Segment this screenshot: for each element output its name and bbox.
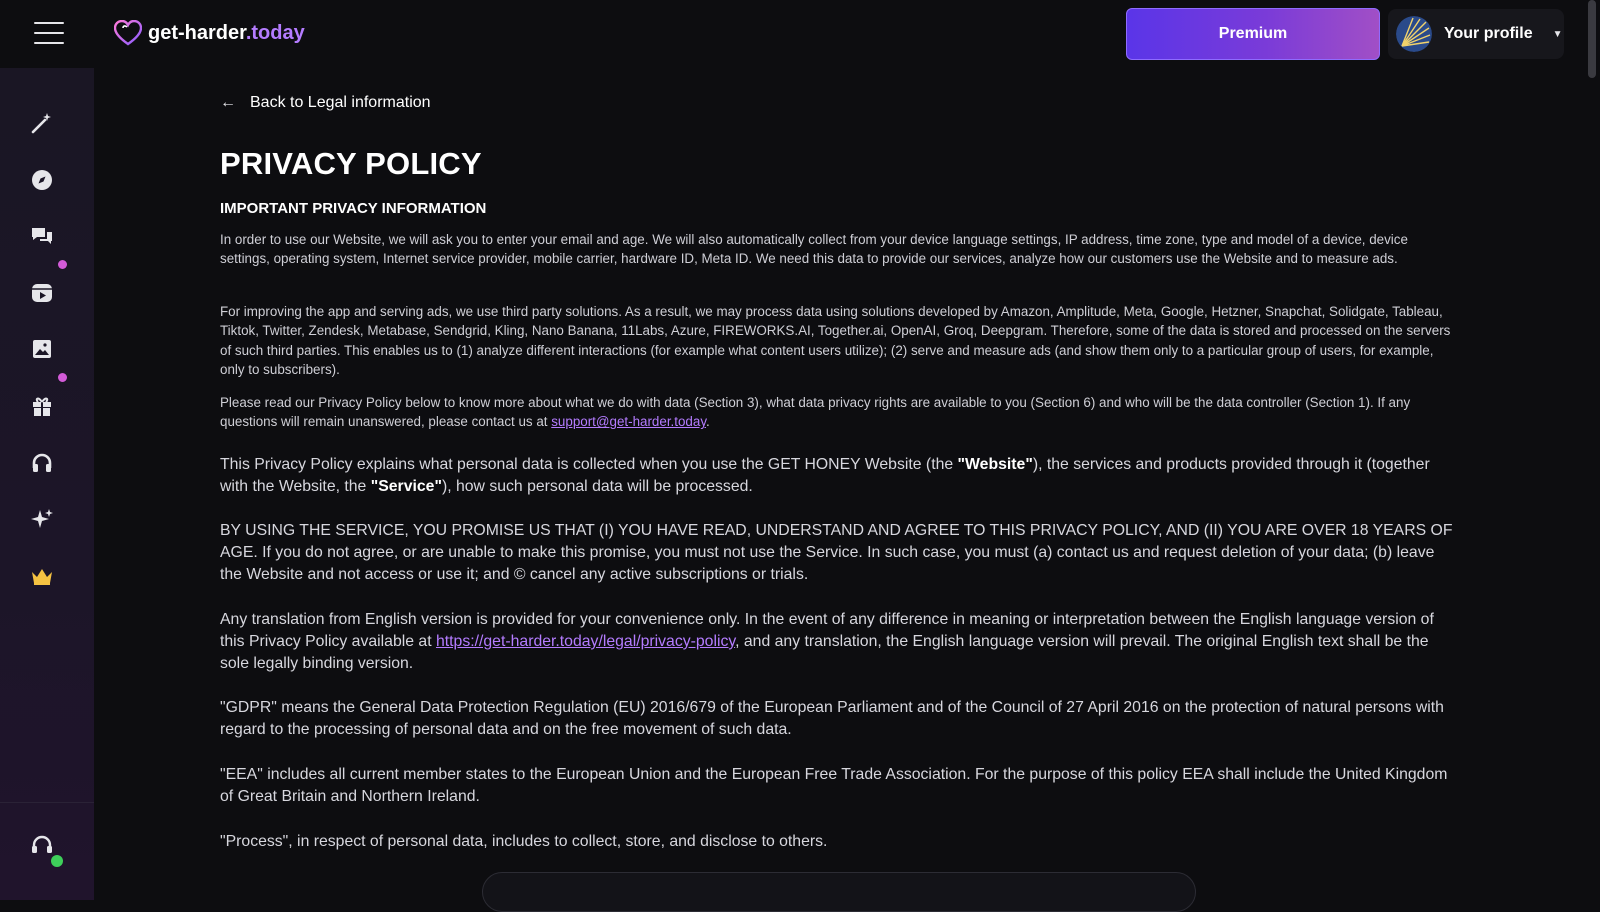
magic-wand-icon [30, 111, 54, 135]
sidebar-item-images[interactable] [27, 334, 57, 364]
profile-label: Your profile [1444, 25, 1533, 42]
sidebar-item-chats[interactable] [27, 221, 57, 251]
image-icon [30, 337, 54, 361]
notification-badge [58, 373, 67, 382]
support-headset-icon [30, 834, 54, 858]
paragraph-process: "Process", in respect of personal data, includes to collect, store, and disclose to others. [220, 833, 828, 850]
sidebar-item-ai[interactable] [27, 504, 57, 534]
section-subtitle: IMPORTANT PRIVACY INFORMATION [220, 200, 487, 217]
premium-button[interactable]: Premium [1126, 8, 1380, 60]
sparkles-icon [30, 507, 54, 531]
video-icon [30, 281, 54, 305]
paragraph-eea: "EEA" includes all current member states to the European Union and the European Free Trade Association. For the purpose of this policy EEA shall include the United Kingdom of Great Britain and Northern Ireland. [220, 766, 1448, 805]
paragraph-third-parties: For improving the app and serving ads, we use third party solutions. As a result, we may process data using solutions developed by Amazon, Amplitude, Meta, Google, Hetzner, Snapchat, Solidgate, Tableau, Tiktok, Twitter, Zendesk, Metabase, Sendgrid, Kling, Nano Banana, 11Labs, Azure, FIREWORKS.AI, Together.ai, OpenAI, Groq, Deepgram. Therefore, some of the data is stored and processed on the servers of such third parties. This enables us to (1) analyze different interactions (for example what content users utilize); (2) serve and measure ads (and show them only to a particular group of users, for example, only to subscribers). [220, 304, 1451, 378]
sidebar-item-gifts[interactable] [27, 391, 57, 421]
menu-icon[interactable] [34, 22, 64, 46]
paragraph-intro: In order to use our Website, we will ask you to enter your email and age. We will also automatically collect from your device language settings, IP address, time zone, type and model of a device, device settings, operating system, Internet service provider, mobile carrier, hardware ID, Meta ID. We need this data to provide our services, analyze how our customers use the Website and to measure ads. [220, 232, 1408, 267]
heart-logo-icon [114, 20, 142, 46]
logo-text: get-harder.today [148, 21, 305, 44]
chat-icon [30, 224, 54, 248]
scrollbar-thumb[interactable] [1588, 0, 1596, 78]
gift-icon [30, 394, 54, 418]
profile-button[interactable] [1388, 9, 1564, 59]
paragraph-read-policy: Please read our Privacy Policy below to know more about what we do with data (Section 3), what data privacy rights are available to you (Section 6) and who will be the data controller (Section 1). If any questions will remain unanswered, please contact us at support@get-harder.today. [220, 395, 1411, 430]
crown-icon [30, 564, 54, 588]
logo[interactable] [114, 18, 305, 48]
bottom-floating-bar[interactable] [482, 872, 1196, 912]
paragraph-by-using: BY USING THE SERVICE, YOU PROMISE US THAT (I) YOU HAVE READ, UNDERSTAND AND AGREE TO THIS PRIVACY POLICY, AND (II) YOU ARE OVER 18 YEARS OF AGE. If you do not agree, or are unable to make this promise, you must not use the Service. In such case, you must (a) contact us and request deletion of your data; (b) leave the Website and not access or use it; and © cancel any active subscriptions or trials. [220, 522, 1453, 583]
top-bar [0, 0, 1600, 68]
back-to-legal-link[interactable] [220, 92, 431, 114]
page-title: PRIVACY POLICY [220, 146, 482, 181]
arrow-left-icon: ← [220, 94, 236, 111]
chevron-down-icon: ▼ [1552, 28, 1563, 40]
compass-icon [30, 168, 54, 192]
online-status-indicator [51, 855, 63, 867]
sidebar-item-create[interactable] [27, 108, 57, 138]
notification-badge [58, 260, 67, 269]
sidebar-item-videos[interactable] [27, 278, 57, 308]
sidebar-item-audio[interactable] [27, 448, 57, 478]
privacy-policy-url-link[interactable]: https://get-harder.today/legal/privacy-policy [435, 633, 736, 650]
sidebar [0, 68, 94, 900]
support-button[interactable] [27, 831, 57, 861]
avatar [1396, 16, 1432, 52]
paragraph-gdpr: "GDPR" means the General Data Protection Regulation (EU) 2016/679 of the European Parliament and of the Council of 27 April 2016 on the protection of natural persons with regard to the processing of personal data and on the free movement of such data. [220, 699, 1444, 738]
back-link-label: Back to Legal information [250, 94, 431, 111]
support-email-link[interactable]: support@get-harder.today [551, 414, 707, 430]
headphones-icon [30, 451, 54, 475]
paragraph-translation: Any translation from English version is provided for your convenience only. In the event of any difference in meaning or interpretation between the English language version of this Privacy Policy available at https://get-harder.today/legal/privacy-policy, and any translation, the English language version will prevail. The original English text shall be the sole legally binding version. [220, 611, 1434, 672]
paragraph-explains: This Privacy Policy explains what personal data is collected when you use the GET HONEY Website (the "Website"), the services and products provided through it (together with the Website, the "Service"), how such personal data will be processed. [220, 456, 1430, 495]
sidebar-item-premium[interactable] [27, 561, 57, 591]
sidebar-item-explore[interactable] [27, 165, 57, 195]
sidebar-divider [0, 802, 94, 803]
